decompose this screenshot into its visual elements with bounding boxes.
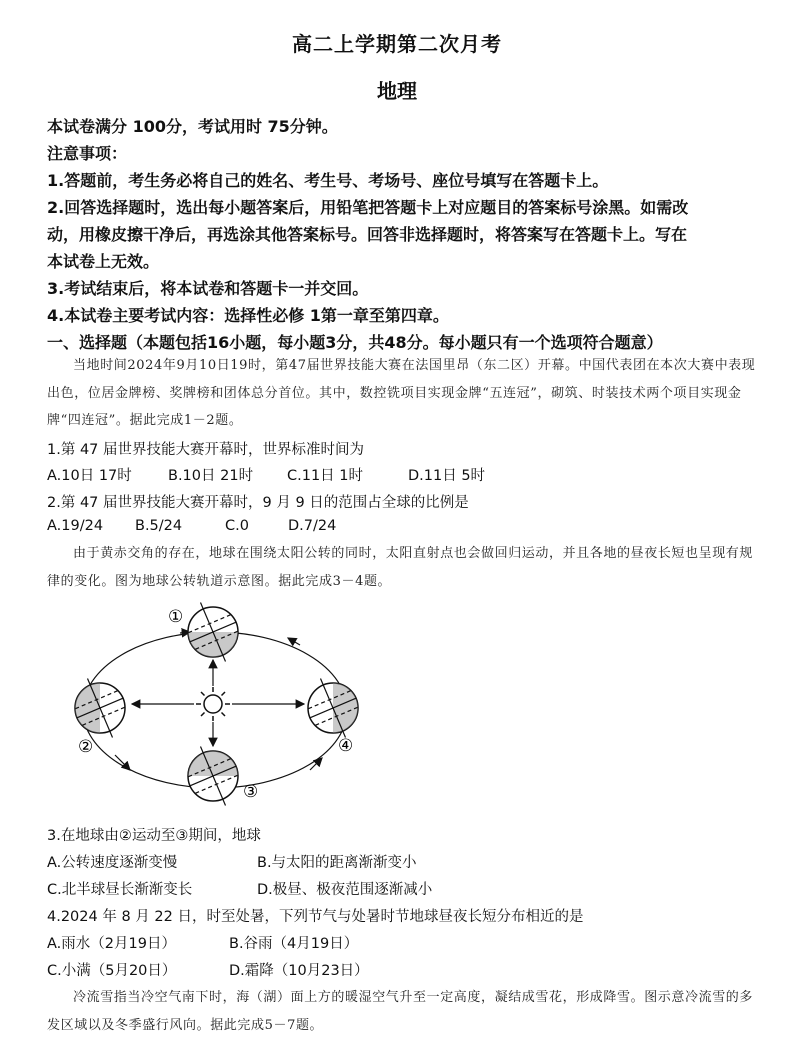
question-2-option-d: D.7/24	[288, 518, 337, 534]
question-3-option-d: D.极昼、极夜范围逐渐减小	[257, 882, 433, 898]
question-4-stem: 4.2024 年 8 月 22 日，时至处暑，下列节气与处暑时节地球昼夜长短分布相近的是	[47, 909, 584, 925]
notes-heading: 注意事项：	[47, 144, 128, 163]
passage-2: 由于黄赤交角的存在，地球在围绕太阳公转的同时，太阳直射点也会做回归运动，并且各地的昼夜长短也呈现有规律的变化。图为地球公转轨道示意图。据此完成3－4题。	[47, 546, 754, 589]
earth-orbit-diagram	[60, 600, 380, 810]
earth-position-2	[64, 669, 135, 747]
note-item-2-line-3: 本试卷上无效。	[47, 252, 160, 271]
question-3-option-c: C.北半球昼长渐渐变长	[47, 882, 193, 898]
note-item-4: 4.本试卷主要考试内容：选择性必修 1第一章至第四章。	[47, 306, 449, 325]
sun-icon	[196, 687, 230, 721]
question-2-option-b: B.5/24	[135, 518, 183, 534]
question-1-option-c: C.11日 1时	[287, 468, 364, 484]
earth-position-4	[297, 669, 368, 747]
passage-1: 当地时间2024年9月10日19时，第47届世界技能大赛在法国里昂（东二区）开幕。中国代表团在本次大赛中表现出色，位居金牌榜、奖牌榜和团体总分首位。其中，数控铣项目实现金牌“五连冠”，砌筑、时装技术两个项目实现金牌“四连冠”。据此完成1－2题。	[47, 358, 756, 428]
question-4-option-c: C.小满（5月20日）	[47, 963, 177, 979]
question-4-option-b: B.谷雨（4月19日）	[229, 936, 359, 952]
question-3-stem: 3.在地球由②运动至③期间，地球	[47, 828, 261, 844]
question-1-option-a: A.10日 17时	[47, 468, 132, 484]
label-position-3: ③	[243, 782, 259, 802]
question-4-option-d: D.霜降（10月23日）	[229, 963, 369, 979]
note-item-2-line-1: 2.回答选择题时，选出每小题答案后，用铅笔把答题卡上对应题目的答案标号涂黑。如需改	[47, 198, 689, 217]
question-2-stem: 2.第 47 届世界技能大赛开幕时，9 月 9 日的范围占全球的比例是	[47, 495, 469, 511]
question-4-option-a: A.雨水（2月19日）	[47, 936, 176, 952]
question-3-option-b: B.与太阳的距离渐渐变小	[257, 855, 417, 871]
label-position-4: ④	[338, 736, 354, 756]
question-3-option-a: A.公转速度逐渐变慢	[47, 855, 178, 871]
question-1-stem: 1.第 47 届世界技能大赛开幕时，世界标准时间为	[47, 442, 365, 458]
exam-score-info: 本试卷满分 100分，考试用时 75分钟。	[47, 117, 338, 136]
exam-subject: 地理	[377, 79, 417, 103]
question-1-option-d: D.11日 5时	[408, 468, 486, 484]
note-item-2-line-2: 动，用橡皮擦干净后，再选涂其他答案标号。回答非选择题时，将答案写在答题卡上。写在	[47, 225, 688, 244]
passage-3: 冷流雪指当冷空气南下时，海（湖）面上方的暖湿空气升至一定高度，凝结成雪花，形成降雪。图示意冷流雪的多发区域以及冬季盛行风向。据此完成5－7题。	[47, 990, 754, 1033]
question-2-option-a: A.19/24	[47, 518, 104, 534]
question-2-option-c: C.0	[225, 518, 249, 534]
note-item-1: 1.答题前，考生务必将自己的姓名、考生号、考场号、座位号填写在答题卡上。	[47, 171, 609, 190]
earth-position-3	[177, 737, 248, 810]
exam-title: 高二上学期第二次月考	[292, 32, 502, 56]
question-1-option-b: B.10日 21时	[168, 468, 254, 484]
label-position-1: ①	[168, 607, 184, 627]
section-heading: 一、选择题（本题包括16小题，每小题3分，共48分。每小题只有一个选项符合题意）	[47, 333, 663, 352]
note-item-3: 3.考试结束后，将本试卷和答题卡一并交回。	[47, 279, 369, 298]
orbit-arrow	[288, 638, 300, 645]
label-position-2: ②	[78, 737, 94, 757]
